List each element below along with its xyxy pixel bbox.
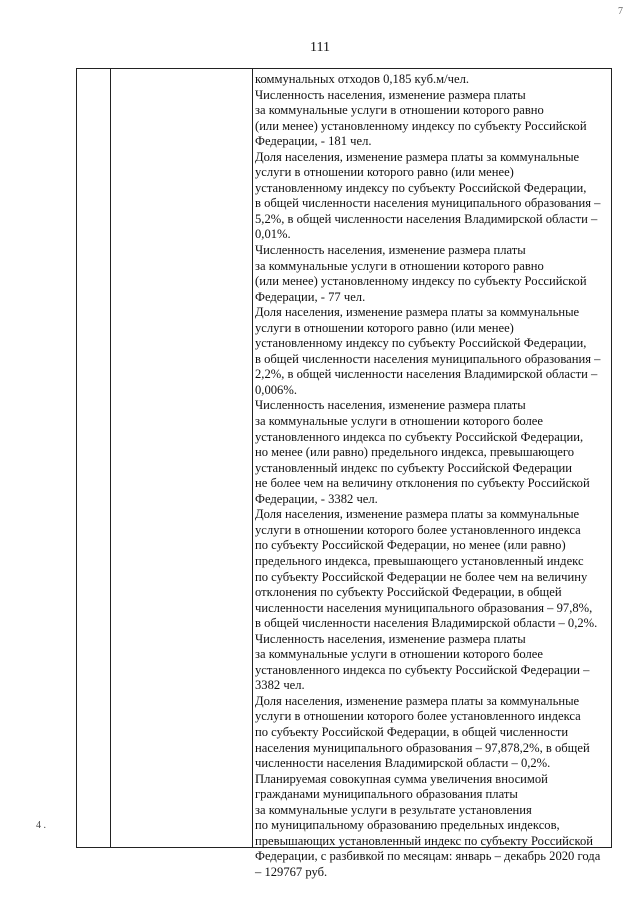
text-line: услуги в отношении которого равно (или менее) xyxy=(255,165,514,180)
text-line: 0,01%. xyxy=(255,227,291,242)
text-line: (или менее) установленному индексу по субъекту Российской xyxy=(255,274,587,289)
column-divider-1 xyxy=(110,69,111,847)
text-line: коммунальных отходов 0,185 куб.м/чел. xyxy=(255,72,470,86)
text-line: Федерации, - 77 чел. xyxy=(255,289,366,304)
text-line: по муниципальному образованию предельных индексов, xyxy=(255,818,560,833)
text-line: 3382 чел. xyxy=(255,678,305,693)
text-line: установленного индекса по субъекту Российской Федерации – xyxy=(255,662,590,677)
text-line: в общей численности населения Владимирской области – 0,2%. xyxy=(255,616,598,631)
text-line: в общей численности населения муниципального образования – xyxy=(255,351,601,366)
text-line: услуги в отношении которого равно (или менее) xyxy=(255,320,514,335)
text-line: по субъекту Российской Федерации, но менее (или равно) xyxy=(255,538,566,553)
text-line: не более чем на величину отклонения по субъекту Российской xyxy=(255,476,590,491)
text-line: Численность населения, изменение размера платы xyxy=(255,631,526,646)
text-line: за коммунальные услуги в отношении которого равно xyxy=(255,103,544,118)
text-line: Численность населения, изменение размера платы xyxy=(255,243,526,258)
text-line: численности населения Владимирской области – 0,2%. xyxy=(255,756,551,771)
text-line: Федерации, - 181 чел. xyxy=(255,134,372,149)
text-line: установленному индексу по субъекту Российской Федерации, xyxy=(255,180,587,195)
document-table xyxy=(76,68,612,879)
text-line: отклонения по субъекту Российской Федерации, в общей xyxy=(255,585,562,600)
text-line: за коммунальные услуги в отношении которого более xyxy=(255,647,543,662)
text-line: Доля населения, изменение размера платы за коммунальные xyxy=(255,693,580,708)
text-line: установленному индексу по субъекту Российской Федерации, xyxy=(255,336,587,351)
text-line: услуги в отношении которого более установленного индекса xyxy=(255,709,581,724)
text-line: за коммунальные услуги в отношении которого равно xyxy=(255,258,544,273)
text-line: по субъекту Российской Федерации, в общей численности xyxy=(255,724,569,739)
text-line: услуги в отношении которого более установленного индекса xyxy=(255,522,581,537)
text-line: за коммунальные услуги в результате установления xyxy=(255,802,532,817)
text-line: 2,2%, в общей численности населения Владимирской области – xyxy=(255,367,598,382)
text-line: Численность населения, изменение размера платы xyxy=(255,87,526,102)
text-line: Численность населения, изменение размера платы xyxy=(255,398,526,413)
text-line: по субъекту Российской Федерации не более чем на величину xyxy=(255,569,588,584)
text-line: установленный индекс по субъекту Российской Федерации xyxy=(255,460,573,475)
text-line: Доля населения, изменение размера платы за коммунальные xyxy=(255,305,580,320)
corner-mark: 7 xyxy=(618,6,623,17)
text-line: 5,2%, в общей численности населения Владимирской области – xyxy=(255,211,598,226)
text-line: (или менее) установленному индексу по субъекту Российской xyxy=(255,118,587,133)
text-line: Доля населения, изменение размера платы за коммунальные xyxy=(255,507,580,522)
text-line: за коммунальные услуги в отношении которого более xyxy=(255,414,543,429)
text-line: численности населения муниципального образования – 97,8%, xyxy=(255,600,593,615)
margin-mark: 4 . xyxy=(36,820,46,831)
text-line: превышающих установленный индекс по субъекту Российской xyxy=(255,833,594,848)
text-line: гражданами муниципального образования платы xyxy=(255,787,518,802)
page-number: 111 xyxy=(310,40,330,55)
text-line: но менее (или равно) предельного индекса, превышающего xyxy=(255,445,575,460)
text-line: населения муниципального образования – 97,878,2%, в общей xyxy=(255,740,590,755)
text-line: установленного индекса по субъекту Российской Федерации, xyxy=(255,429,584,444)
text-line: Доля населения, изменение размера платы за коммунальные xyxy=(255,149,580,164)
text-line: 0,006%. xyxy=(255,382,297,397)
text-line: Федерации, с разбивкой по месяцам: январь – декабрь 2020 года xyxy=(255,849,601,864)
text-line: в общей численности населения муниципального образования – xyxy=(255,196,601,211)
column-divider-2 xyxy=(252,69,253,847)
text-line: Федерации, - 3382 чел. xyxy=(255,491,378,506)
table-text-cell xyxy=(255,72,609,880)
text-line: предельного индекса, превышающего установленный индекс xyxy=(255,553,584,568)
text-line: Планируемая совокупная сумма увеличения вносимой xyxy=(255,771,548,786)
text-line: – 129767 руб. xyxy=(255,864,328,879)
